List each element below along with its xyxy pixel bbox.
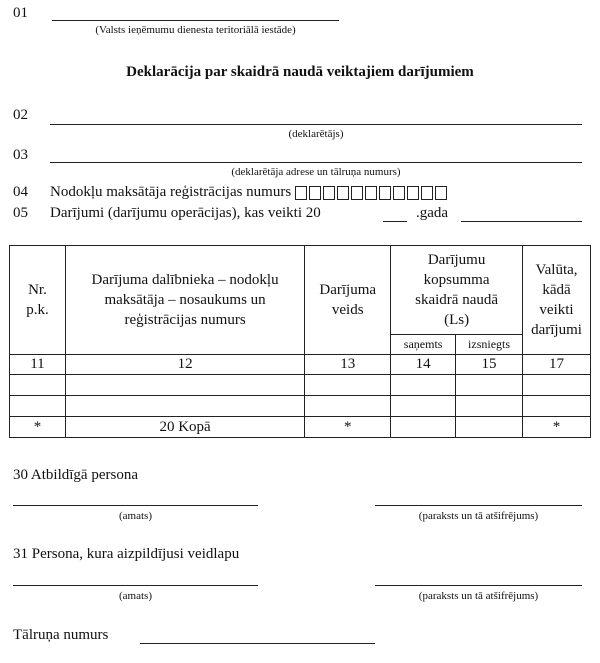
table-row	[10, 375, 591, 396]
registration-digit-box[interactable]	[421, 186, 433, 200]
field-30-signature-caption: (paraksts un tā atšifrējums)	[418, 510, 539, 522]
col-number: 15	[456, 355, 523, 375]
field-30-position-caption: (amats)	[119, 510, 152, 522]
field-03-number: 03	[13, 147, 28, 163]
total-issued[interactable]	[456, 417, 523, 438]
table-cell[interactable]	[65, 396, 304, 417]
total-label: 20 Kopā	[65, 417, 304, 438]
registration-digit-box[interactable]	[365, 186, 377, 200]
table-cell[interactable]	[10, 375, 66, 396]
field-04-label-row	[50, 184, 449, 201]
field-01-input-line[interactable]	[52, 20, 339, 21]
phone-input-line[interactable]	[140, 643, 375, 644]
transactions-table	[9, 245, 591, 438]
phone-label: Tālruņa numurs	[13, 627, 109, 643]
col-number: 11	[10, 355, 66, 375]
table-cell[interactable]	[305, 375, 391, 396]
field-31-signature-line[interactable]	[375, 585, 582, 586]
table-cell[interactable]	[523, 396, 591, 417]
header-currency: Valūta, kādā veikti darījumi	[523, 246, 591, 355]
registration-digit-box[interactable]	[379, 186, 391, 200]
col-number: 14	[391, 355, 456, 375]
table-cell[interactable]	[65, 375, 304, 396]
col-number: 13	[305, 355, 391, 375]
table-cell[interactable]	[456, 375, 523, 396]
registration-digit-box[interactable]	[337, 186, 349, 200]
field-31-label: 31 Persona, kura aizpildījusi veidlapu	[13, 546, 240, 562]
field-31-signature-caption: (paraksts un tā atšifrējums)	[418, 590, 539, 602]
table-cell[interactable]	[391, 396, 456, 417]
total-currency: *	[523, 417, 591, 438]
table-cell[interactable]	[523, 375, 591, 396]
table-cell[interactable]	[10, 396, 66, 417]
registration-digit-box[interactable]	[407, 186, 419, 200]
col-number: 17	[523, 355, 591, 375]
page-title: Deklarācija par skaidrā naudā veiktajiem darījumiem	[126, 64, 474, 80]
field-30-label: 30 Atbildīgā persona	[13, 467, 138, 483]
table-cell[interactable]	[456, 396, 523, 417]
registration-digit-box[interactable]	[351, 186, 363, 200]
registration-digit-box[interactable]	[323, 186, 335, 200]
field-04-label: Nodokļu maksātāja reģistrācijas numurs	[50, 184, 292, 200]
field-04-number: 04	[13, 184, 28, 200]
field-03-caption: (deklarētāja adrese un tālruņa numurs)	[231, 166, 401, 178]
field-02-number: 02	[13, 107, 28, 123]
field-30-position-line[interactable]	[13, 505, 258, 506]
registration-digit-box[interactable]	[295, 186, 307, 200]
total-nr: *	[10, 417, 66, 438]
registration-number-boxes[interactable]	[295, 186, 449, 200]
field-30-signature-line[interactable]	[375, 505, 582, 506]
field-05-year-full-line[interactable]	[461, 221, 582, 222]
table-cell[interactable]	[305, 396, 391, 417]
header-participant: Darījuma dalībnieka – nodokļu maksātāja – nosaukums un reģistrācijas numurs	[65, 246, 304, 355]
header-type: Darījuma veids	[305, 246, 391, 355]
field-02-caption: (deklarētājs)	[288, 128, 344, 140]
field-31-position-caption: (amats)	[119, 590, 152, 602]
table-cell[interactable]	[391, 375, 456, 396]
total-row	[10, 417, 591, 438]
field-05-label-a: Darījumi (darījumu operācijas), kas veikti 20	[50, 205, 321, 221]
field-03-input-line[interactable]	[50, 162, 582, 163]
field-01-caption: (Valsts ieņēmumu dienesta teritoriālā iestāde)	[95, 24, 296, 36]
total-type: *	[305, 417, 391, 438]
field-02-input-line[interactable]	[50, 124, 582, 125]
field-05-year-line[interactable]	[383, 221, 407, 222]
header-received: saņemts	[391, 334, 456, 354]
col-number: 12	[65, 355, 304, 375]
registration-digit-box[interactable]	[393, 186, 405, 200]
field-31-position-line[interactable]	[13, 585, 258, 586]
total-received[interactable]	[391, 417, 456, 438]
field-05-label-b: .gada	[416, 205, 449, 221]
header-issued: izsniegts	[456, 334, 523, 354]
table-row	[10, 396, 591, 417]
header-nr: Nr. p.k.	[10, 246, 66, 355]
field-05-number: 05	[13, 205, 28, 221]
registration-digit-box[interactable]	[309, 186, 321, 200]
registration-digit-box[interactable]	[435, 186, 447, 200]
field-01-number: 01	[13, 5, 28, 21]
header-total: Darījumu kopsumma skaidrā naudā (Ls)	[391, 246, 523, 335]
